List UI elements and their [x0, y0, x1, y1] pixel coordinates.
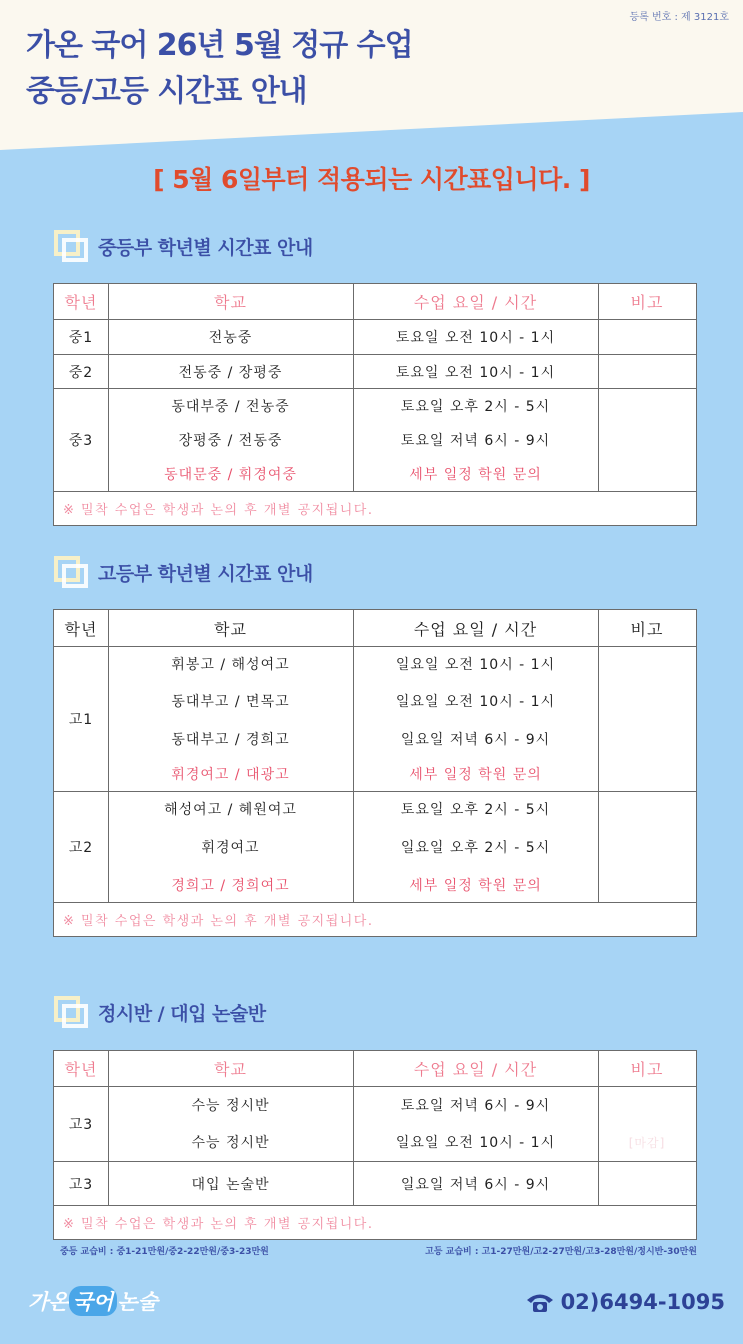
school-cell: 휘경여고 — [201, 840, 260, 856]
page-title: 가온 국어 26년 5월 정규 수업 — [26, 28, 413, 63]
header-note: 비고 — [630, 293, 664, 312]
high-fee-info: 고등 교습비 : 고1-27만원/고2-27만원/고3-28만원/정시반-30만원 — [425, 1247, 697, 1257]
grade-cell: 중3 — [68, 433, 94, 449]
header-grade: 학년 — [64, 619, 98, 639]
header-schedule: 수업 요일 / 시간 — [413, 1060, 538, 1079]
section-title: 중등부 학년별 시간표 안내 — [98, 236, 313, 259]
schedule-cell: 토요일 저녁 6시 - 9시 — [400, 433, 551, 449]
header-grade: 학년 — [64, 293, 98, 312]
middle-timetable — [53, 283, 697, 526]
header-school: 학교 — [214, 619, 247, 639]
schedule-cell: 세부 일정 학원 문의 — [409, 878, 542, 894]
school-cell: 해성여고 / 혜원여고 — [164, 802, 297, 818]
grade-cell: 고1 — [68, 712, 94, 728]
school-cell: 장평중 / 전동중 — [178, 433, 283, 449]
header-school: 학교 — [214, 1060, 247, 1079]
table-row — [54, 320, 696, 354]
registration-number: 등록 번호 : 제 3121호 — [629, 12, 729, 23]
school-cell: 동대부중 / 전농중 — [171, 399, 290, 415]
table-row — [54, 423, 696, 457]
table-header-row — [54, 284, 696, 319]
section-title: 정시반 / 대입 논술반 — [98, 1002, 266, 1025]
note-cell: [마감] — [628, 1135, 666, 1150]
table-row — [54, 647, 696, 681]
grade-cell: 고2 — [68, 840, 94, 856]
header-note: 비고 — [630, 1060, 664, 1079]
school-cell: 경희고 / 경희여고 — [171, 878, 290, 894]
section-icon — [54, 556, 88, 588]
section-header-middle — [54, 230, 313, 262]
header-school: 학교 — [214, 293, 247, 312]
schedule-cell: 일요일 오전 10시 - 1시 — [395, 1135, 556, 1151]
phone-number[interactable] — [525, 1290, 725, 1314]
grade-cell: 고3 — [68, 1117, 94, 1133]
schedule-cell: 토요일 오전 10시 - 1시 — [395, 364, 556, 381]
school-cell: 휘경여고 / 대광고 — [171, 767, 290, 783]
school-cell: 전농중 — [208, 330, 253, 346]
grade-cell: 중1 — [68, 330, 94, 346]
header-schedule: 수업 요일 / 시간 — [413, 619, 538, 639]
schedule-cell: 토요일 오후 2시 - 5시 — [400, 399, 551, 415]
footnote: ※ 밀착 수업은 학생과 논의 후 개별 공지됩니다. — [63, 1217, 374, 1232]
schedule-cell: 세부 일정 학원 문의 — [409, 767, 542, 783]
table-row — [54, 826, 696, 868]
school-cell: 전동중 / 장평중 — [178, 364, 283, 381]
section-header-high — [54, 556, 313, 588]
table-row — [54, 1087, 696, 1123]
school-cell: 휘봉고 / 해성여고 — [171, 657, 290, 673]
header-grade: 학년 — [64, 1060, 98, 1079]
page-subtitle: 중등/고등 시간표 안내 — [26, 74, 307, 109]
table-row — [54, 721, 696, 757]
school-cell: 동대부고 / 면목고 — [171, 694, 290, 710]
schedule-cell: 토요일 오후 2시 - 5시 — [400, 802, 551, 818]
table-row — [54, 457, 696, 491]
schedule-cell: 세부 일정 학원 문의 — [409, 467, 542, 483]
middle-fee-info: 중등 교습비 : 중1-21만원/중2-22만원/중3-23만원 — [60, 1247, 269, 1257]
schedule-cell: 일요일 오후 2시 - 5시 — [400, 840, 551, 856]
header-note: 비고 — [630, 619, 664, 639]
table-row — [54, 757, 696, 791]
header-schedule: 수업 요일 / 시간 — [413, 293, 538, 312]
brand-logo: 가온 국어 논술 — [28, 1286, 158, 1316]
footnote: ※ 밀착 수업은 학생과 논의 후 개별 공지됩니다. — [63, 503, 374, 518]
table-row — [54, 681, 696, 721]
school-cell: 동대문중 / 휘경여중 — [164, 467, 297, 483]
table-row — [54, 1123, 696, 1161]
grade-cell: 고3 — [68, 1176, 94, 1193]
school-cell: 수능 정시반 — [191, 1098, 270, 1114]
phone-text: 02)6494-1095 — [560, 1290, 725, 1314]
schedule-cell: 일요일 저녁 6시 - 9시 — [400, 732, 551, 748]
schedule-cell: 일요일 저녁 6시 - 9시 — [400, 1176, 551, 1193]
grade-cell: 중2 — [68, 364, 94, 381]
table-row — [54, 792, 696, 826]
special-timetable — [53, 1050, 697, 1240]
table-row — [54, 868, 696, 902]
section-header-special — [54, 996, 266, 1028]
schedule-cell: 일요일 오전 10시 - 1시 — [395, 694, 556, 710]
section-icon — [54, 996, 88, 1028]
school-cell: 동대부고 / 경희고 — [171, 732, 290, 748]
high-timetable — [53, 609, 697, 937]
phone-icon — [525, 1291, 555, 1313]
table-row — [54, 355, 696, 388]
notice-banner: [ 5월 6일부터 적용되는 시간표입니다. ] — [153, 165, 590, 194]
schedule-cell: 토요일 저녁 6시 - 9시 — [400, 1098, 551, 1114]
footnote: ※ 밀착 수업은 학생과 논의 후 개별 공지됩니다. — [63, 914, 374, 929]
table-header-row — [54, 610, 696, 646]
schedule-cell: 토요일 오전 10시 - 1시 — [395, 330, 556, 346]
table-header-row — [54, 1051, 696, 1086]
school-cell: 수능 정시반 — [191, 1135, 270, 1151]
schedule-cell: 일요일 오전 10시 - 1시 — [395, 657, 556, 673]
table-row — [54, 389, 696, 423]
school-cell: 대입 논술반 — [191, 1176, 270, 1193]
table-row — [54, 1162, 696, 1205]
section-icon — [54, 230, 88, 262]
section-title: 고등부 학년별 시간표 안내 — [98, 562, 313, 585]
